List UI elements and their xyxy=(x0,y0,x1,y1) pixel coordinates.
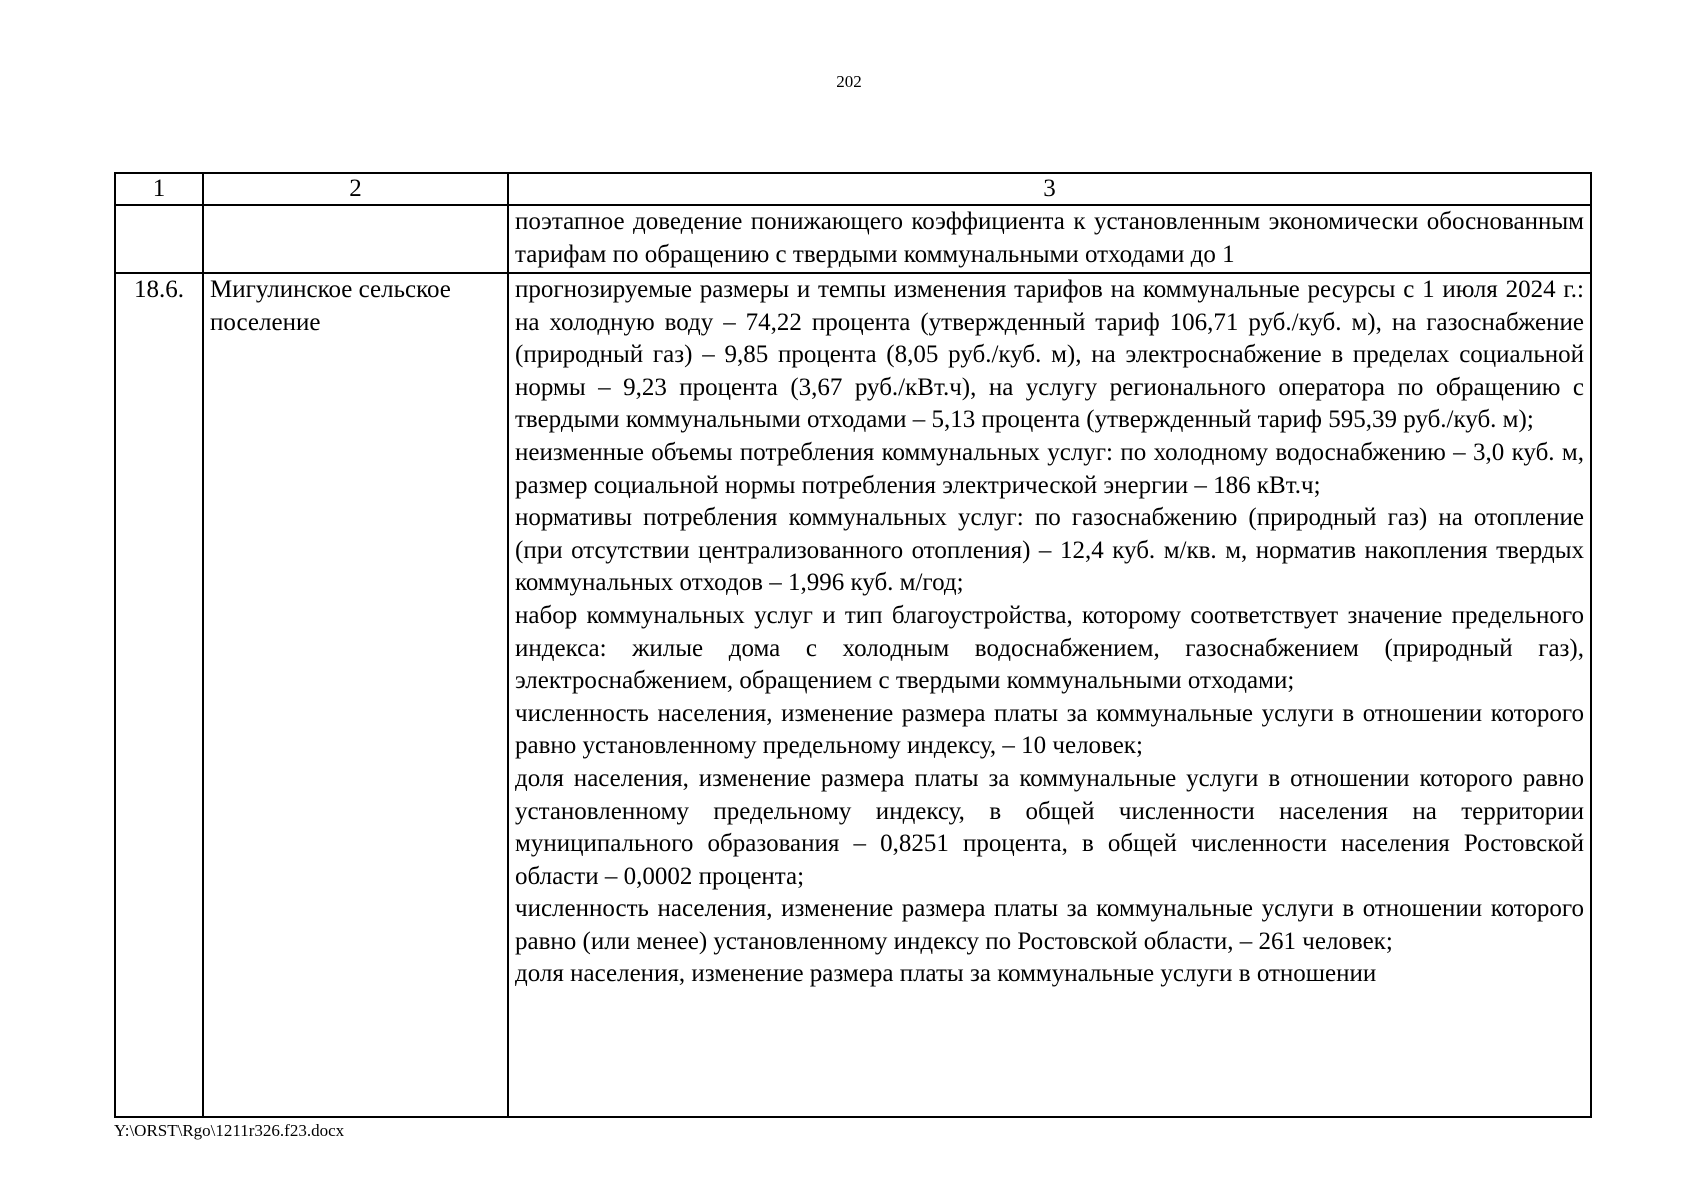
column-header-2: 2 xyxy=(203,173,508,205)
column-header-3: 3 xyxy=(508,173,1591,205)
row-description-cell xyxy=(508,273,1591,1117)
description-paragraph: численность населения, изменение размера платы за коммунальные услуги в отношении которого равно установленному предельному индексу, – 10 человек; xyxy=(515,699,1584,760)
row-number: 18.6. xyxy=(115,273,203,1117)
table-row-continuation xyxy=(115,205,1591,273)
description-paragraph: неизменные объемы потребления коммунальных услуг: по холодному водоснабжению – 3,0 куб. м, размер социальной нормы потребления электрической энергии – 186 кВт.ч; xyxy=(515,438,1584,499)
description-paragraph: доля населения, изменение размера платы за коммунальные услуги в отношении xyxy=(515,960,1377,988)
empty-cell xyxy=(203,205,508,273)
continuation-text-cell xyxy=(508,205,1591,273)
description-paragraph: численность населения, изменение размера платы за коммунальные услуги в отношении которого равно (или менее) установленному индексу по Ростовской области, – 261 человек; xyxy=(515,895,1584,955)
empty-cell xyxy=(115,205,203,273)
table-header-row xyxy=(115,173,1591,205)
settlement-name: Мигулинское сельское поселение xyxy=(203,273,508,1117)
description-paragraph: прогнозируемые размеры и темпы изменения тарифов на коммунальные ресурсы с 1 июля 2024 г.: на холодную воду – 74,22 процента (утвержденный тариф 106,71 руб./куб. м), на газоснабжение (природный газ) – 9,85 процента (8,05 руб./куб. м), на электроснабжение в пределах социальной нормы – 9,23 процента (3,67 руб./кВт.ч), на услугу регионального оператора по обращению с твердыми коммунальными отходами – 5,13 процента (утвержденный тариф 595,39 руб./куб. м); xyxy=(515,276,1584,434)
description-paragraph: нормативы потребления коммунальных услуг: по газоснабжению (природный газ) на отопление (при отсутствии централизованного отопления) – 12,4 куб. м/кв. м, норматив накопления твердых коммунальных отходов – 1,996 куб. м/год; xyxy=(515,504,1584,597)
description-paragraph: набор коммунальных услуг и тип благоустройства, которому соответствует значение предельного индекса: жилые дома с холодным водоснабжением, газоснабжением (природный газ), электроснабжением, обращением с твердыми коммунальными отходами; xyxy=(515,601,1584,695)
description-paragraph: доля населения, изменение размера платы за коммунальные услуги в отношении которого равно установленному предельному индексу, в общей численности населения на территории муниципального образования – 0,8251 процента, в общей численности населения Ростовской области – 0,0002 процента; xyxy=(515,764,1584,890)
table-row xyxy=(115,273,1591,1117)
footer-file-path: Y:\ORST\Rgo\1211r326.f23.docx xyxy=(114,1121,345,1140)
continuation-text: поэтапное доведение понижающего коэффициента к установленным экономически обоснованным тарифам по обращению с твердыми коммунальными отходами до 1 xyxy=(515,208,1584,268)
column-header-1: 1 xyxy=(115,173,203,205)
page-number: 202 xyxy=(836,72,862,91)
tariff-table xyxy=(114,172,1592,1118)
